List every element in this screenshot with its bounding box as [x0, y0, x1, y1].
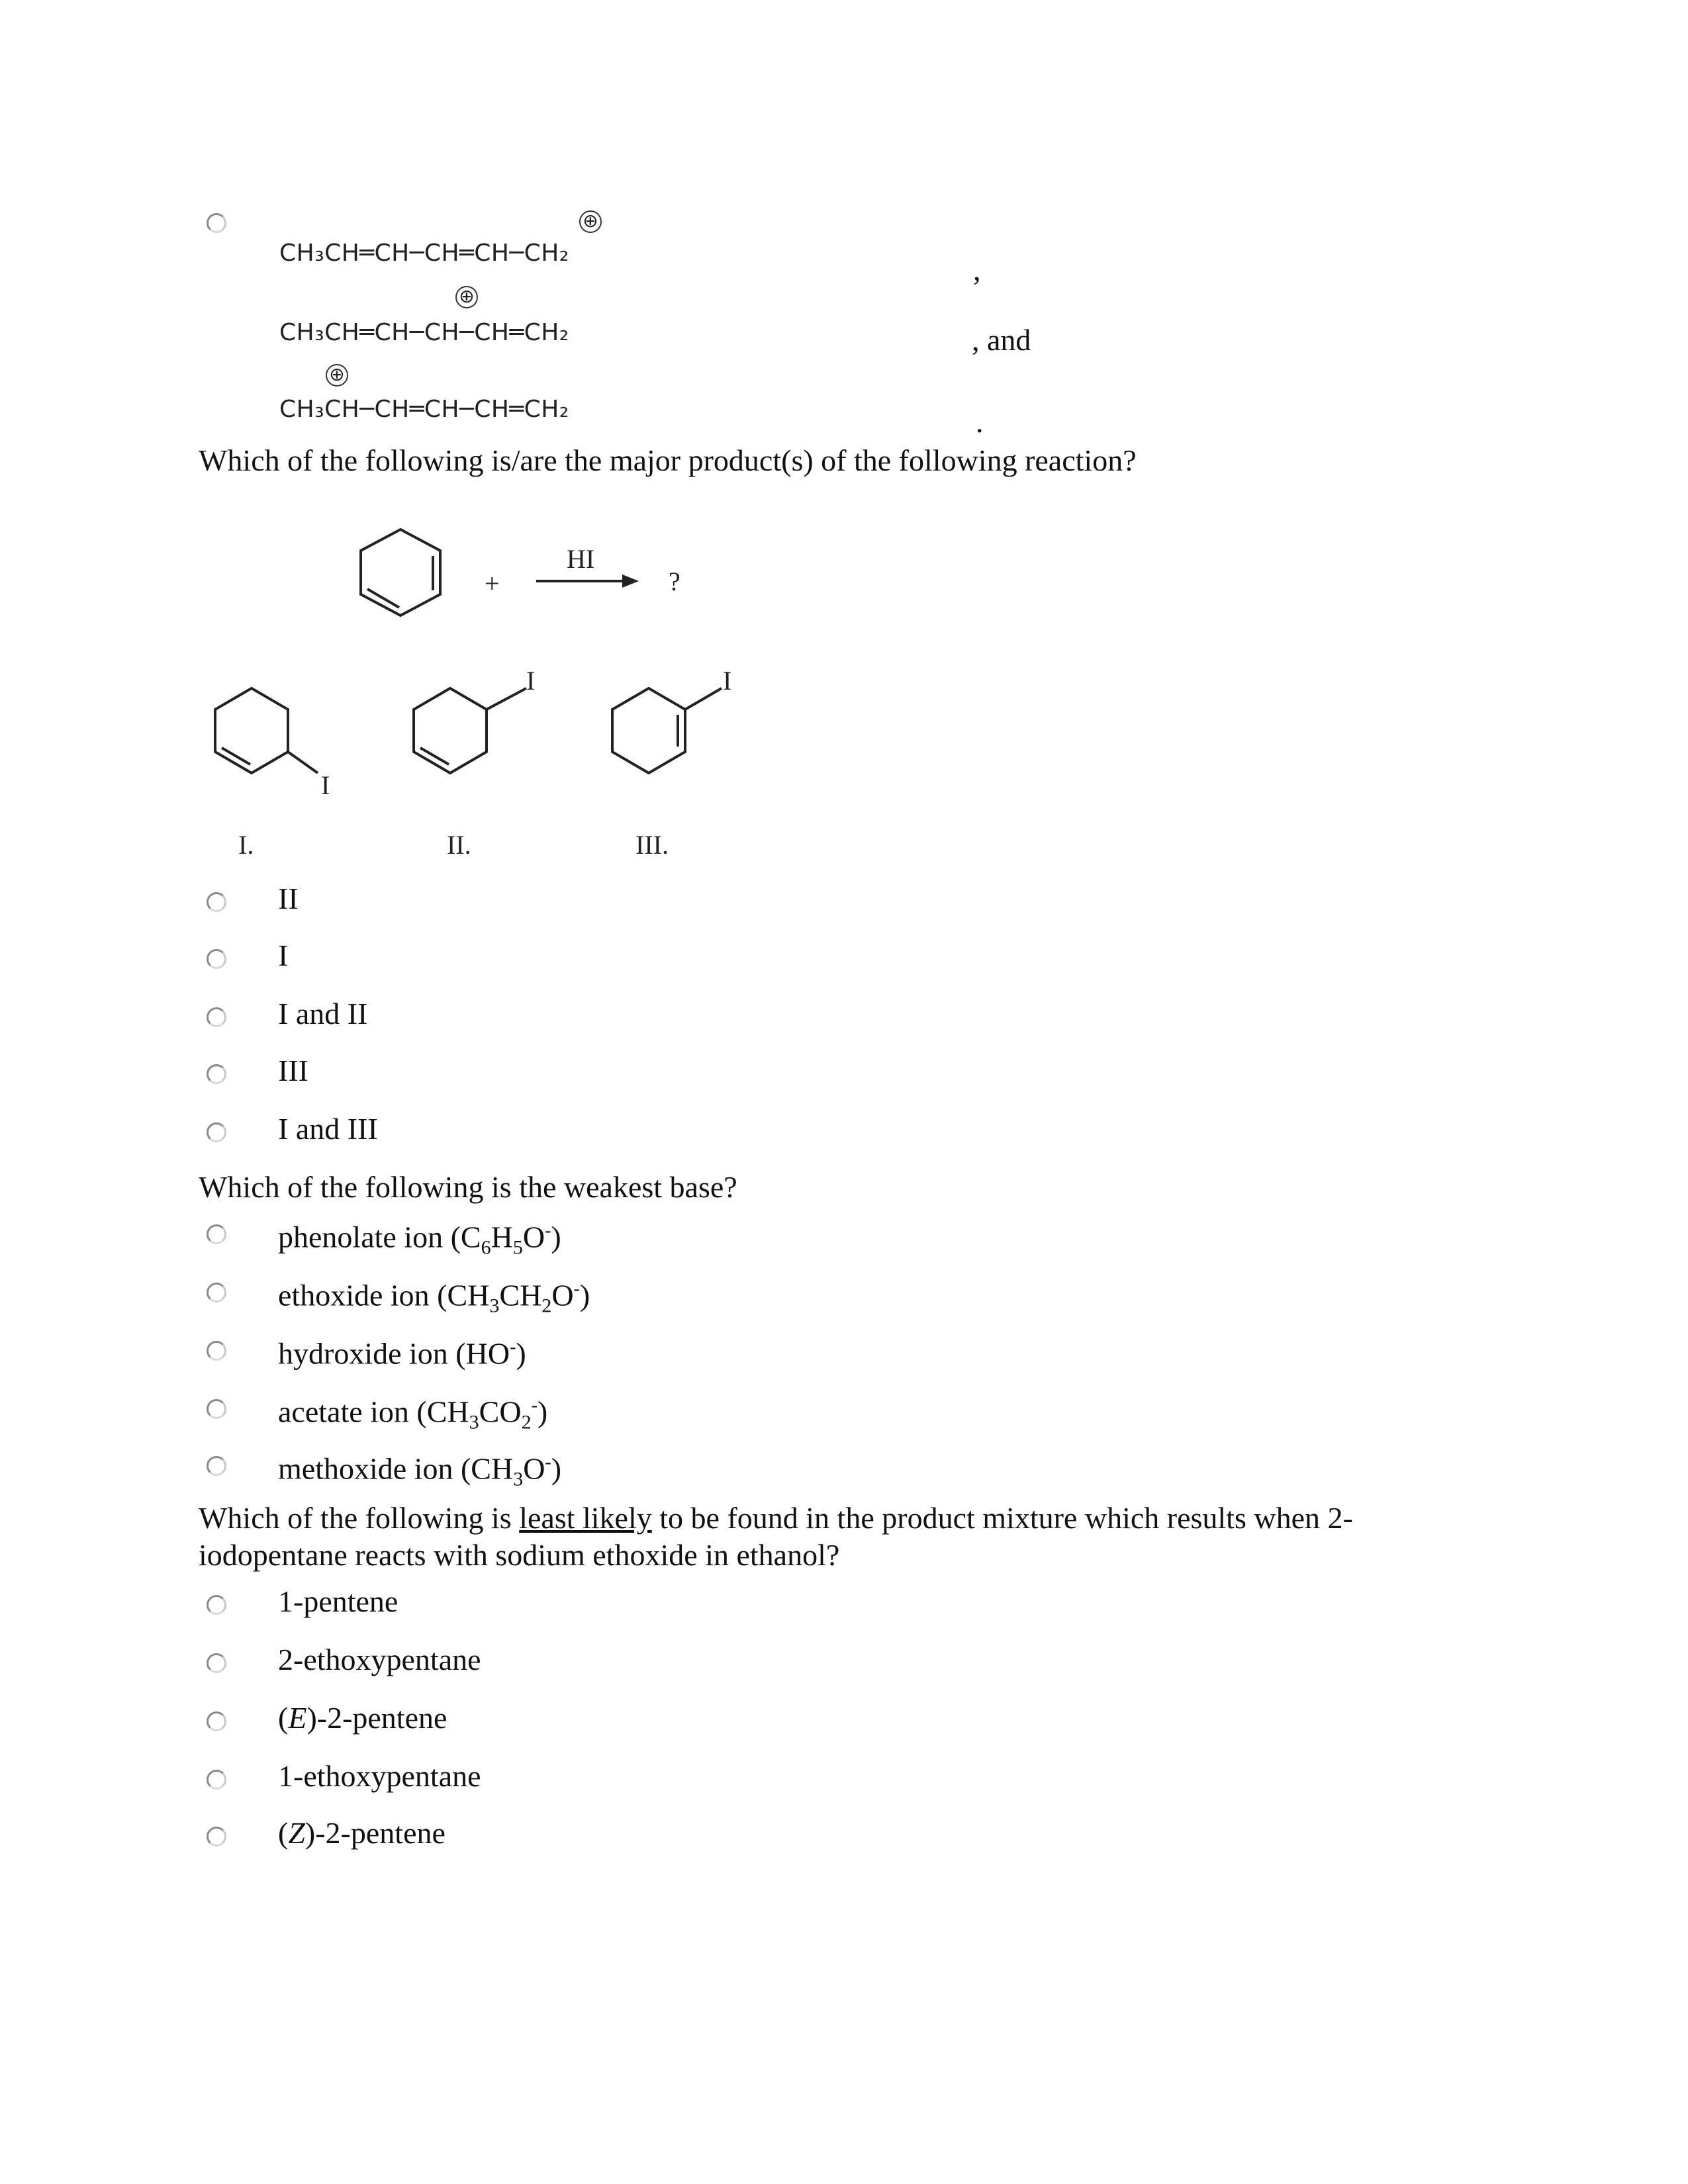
- q2-option-acetate: acetate ion $(CH_3CO_2^-)$: [278, 1394, 548, 1433]
- resonance-structure-1: CH₃CH═CH─CH═CH─CH₂: [279, 240, 569, 267]
- iodine-label-i: I: [321, 770, 330, 800]
- q3-option-radio[interactable]: [207, 1711, 226, 1731]
- q1-option-label: II: [278, 882, 299, 915]
- reaction-scheme: [344, 516, 715, 649]
- q1-option-label: I and II: [278, 997, 368, 1030]
- iodine-label-ii: I: [526, 666, 536, 696]
- q2-option-radio[interactable]: [207, 1224, 226, 1244]
- product-unknown: ?: [669, 567, 680, 596]
- product-iii-structure: [612, 688, 722, 773]
- q3-option-radio[interactable]: [207, 1653, 226, 1673]
- q3-option-1-ethoxypentane: 1-ethoxypentane: [278, 1759, 481, 1793]
- q1-option-radio[interactable]: [207, 1007, 226, 1027]
- reagent-label: HI: [567, 544, 595, 574]
- reaction-plus: +: [485, 569, 500, 598]
- q2-option-radio[interactable]: [207, 1399, 226, 1419]
- positive-charge-icon: ⊕: [579, 210, 602, 233]
- cyclohexadiene-icon: [361, 529, 440, 615]
- question-3-text: Which of the following is least likely to be found in the product mixture which results when 2-iodopentane reacts with sodium ethoxide in ethanol?: [199, 1501, 1353, 1572]
- q3-option-e-2-pentene: (E)-2-pentene: [278, 1701, 447, 1735]
- q2-option-ethoxide: ethoxide ion $(CH_3CH_2O^-)$: [278, 1278, 590, 1317]
- separator-and: , and: [972, 323, 1031, 357]
- positive-charge-icon: ⊕: [326, 364, 348, 387]
- product-structures: [192, 662, 788, 860]
- q1-option-radio[interactable]: [207, 949, 226, 969]
- q1-option-radio[interactable]: [207, 1064, 226, 1084]
- q2-option-radio[interactable]: [207, 1456, 226, 1476]
- arrow-head: [622, 574, 639, 588]
- q3-option-2-ethoxypentane: 2-ethoxypentane: [278, 1643, 481, 1676]
- iodine-label-iii: I: [723, 666, 732, 696]
- label-ii: II.: [447, 830, 471, 860]
- q1-option-radio[interactable]: [207, 1122, 226, 1142]
- resonance-structure-3: CH₃CH─CH═CH─CH═CH₂: [279, 396, 569, 423]
- q1-option-label: I: [278, 938, 289, 972]
- question-1-text: Which of the following is/are the major product(s) of the following reaction?: [199, 443, 1137, 477]
- label-iii: III.: [635, 830, 669, 860]
- positive-charge-icon: ⊕: [455, 286, 478, 308]
- q3-option-1-pentene: 1-pentene: [278, 1584, 399, 1618]
- product-i-structure: [215, 688, 318, 773]
- q2-option-hydroxide: hydroxide ion (HO-): [278, 1336, 526, 1371]
- separator-period: .: [976, 405, 984, 439]
- resonance-structure-2: CH₃CH═CH─CH─CH═CH₂: [279, 319, 569, 346]
- q3-option-radio[interactable]: [207, 1827, 226, 1846]
- q3-option-radio[interactable]: [207, 1770, 226, 1790]
- q1-option-label: I and III: [278, 1112, 378, 1146]
- q2-option-radio[interactable]: [207, 1341, 226, 1361]
- option-radio[interactable]: [207, 213, 226, 233]
- product-ii-structure: [414, 688, 526, 773]
- q2-option-methoxide: methoxide ion $(CH_3O^-)$: [278, 1451, 562, 1490]
- q3-option-z-2-pentene: (Z)-2-pentene: [278, 1816, 445, 1850]
- q1-option-label: III: [278, 1054, 308, 1087]
- q3-option-radio[interactable]: [207, 1595, 226, 1615]
- q2-option-radio[interactable]: [207, 1283, 226, 1302]
- label-i: I.: [238, 830, 254, 860]
- question-2-text: Which of the following is the weakest base?: [199, 1170, 737, 1204]
- separator-comma: ,: [973, 253, 981, 287]
- q1-option-radio[interactable]: [207, 892, 226, 912]
- q2-option-phenolate: phenolate ion $(C_6H_5O^-)$: [278, 1220, 561, 1259]
